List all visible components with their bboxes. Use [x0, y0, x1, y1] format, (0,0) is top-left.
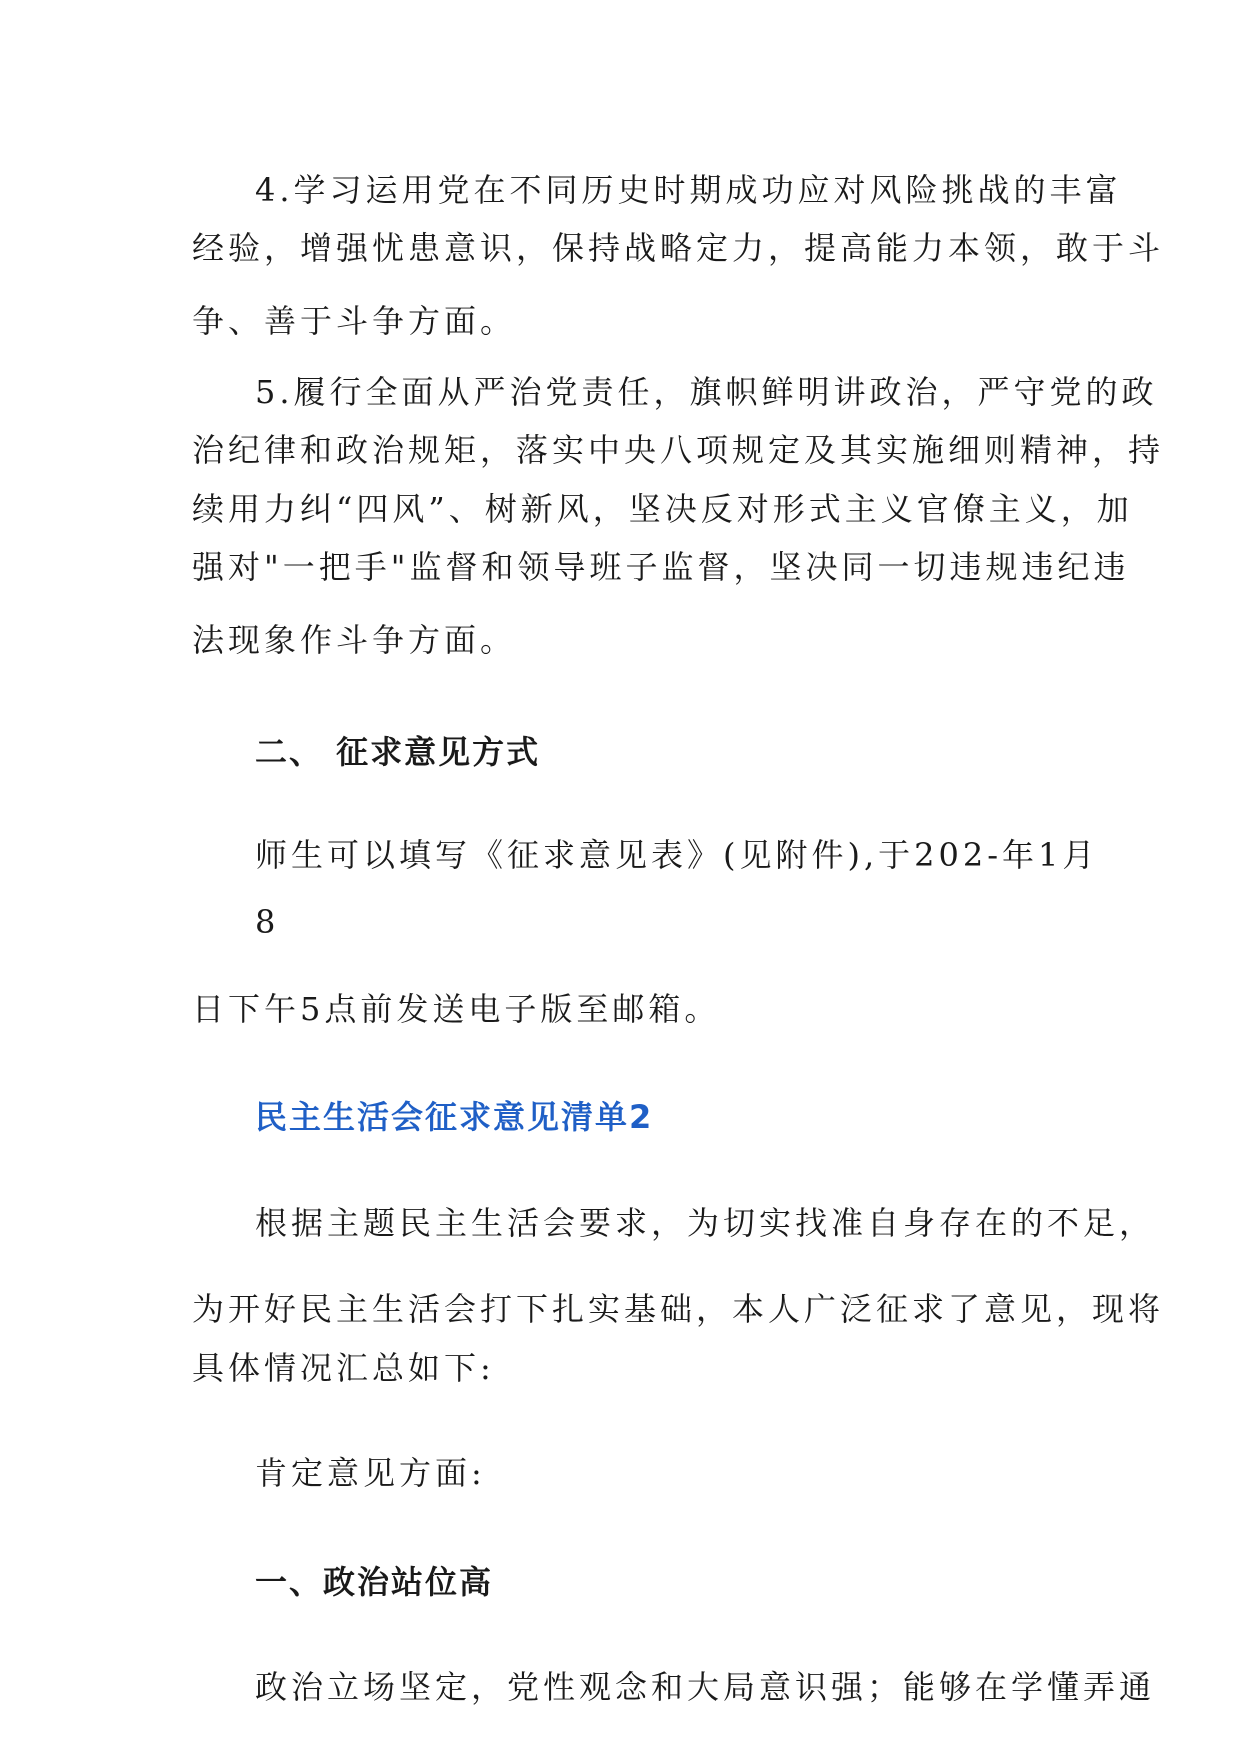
paragraph-line: 日下午5点前发送电子版至邮箱。 — [192, 990, 721, 1028]
paragraph-line: 续用力纠“四风”、树新风，坚决反对形式主义官僚主义，加 — [192, 490, 1133, 528]
paragraph-line: 经验，增强忧患意识，保持战略定力，提高能力本领，敢于斗 — [192, 229, 1165, 267]
paragraph-line: 肯定意见方面: — [255, 1454, 486, 1492]
paragraph-line: 根据主题民主生活会要求，为切实找准自身存在的不足， — [255, 1204, 1156, 1242]
document-title-link[interactable]: 民主生活会征求意见清单2 — [255, 1098, 654, 1136]
paragraph-line: 法现象作斗争方面。 — [192, 621, 517, 659]
paragraph-line: 政治立场坚定，党性观念和大局意识强；能够在学懂弄通 — [255, 1668, 1156, 1706]
paragraph-line: 师生可以填写《征求意见表》(见附件),于202-年1月 — [255, 836, 1099, 874]
paragraph-line: 具体情况汇总如下: — [192, 1349, 495, 1387]
paragraph-line: 为开好民主生活会打下扎实基础，本人广泛征求了意见，现将 — [192, 1290, 1165, 1328]
paragraph-line: 强对"一把手"监督和领导班子监督，坚决同一切违规违纪违 — [192, 548, 1130, 586]
paragraph-line: 8 — [255, 903, 280, 941]
section-heading: 二、 征求意见方式 — [255, 733, 541, 771]
section-heading: 一、政治站位高 — [255, 1563, 494, 1601]
paragraph-line: 5.履行全面从严治党责任，旗帜鲜明讲政治，严守党的政 — [255, 373, 1158, 411]
paragraph-line: 治纪律和政治规矩，落实中央八项规定及其实施细则精神，持 — [192, 431, 1165, 469]
paragraph-line: 争、善于斗争方面。 — [192, 302, 517, 340]
paragraph-line: 4.学习运用党在不同历史时期成功应对风险挑战的丰富 — [255, 171, 1122, 209]
